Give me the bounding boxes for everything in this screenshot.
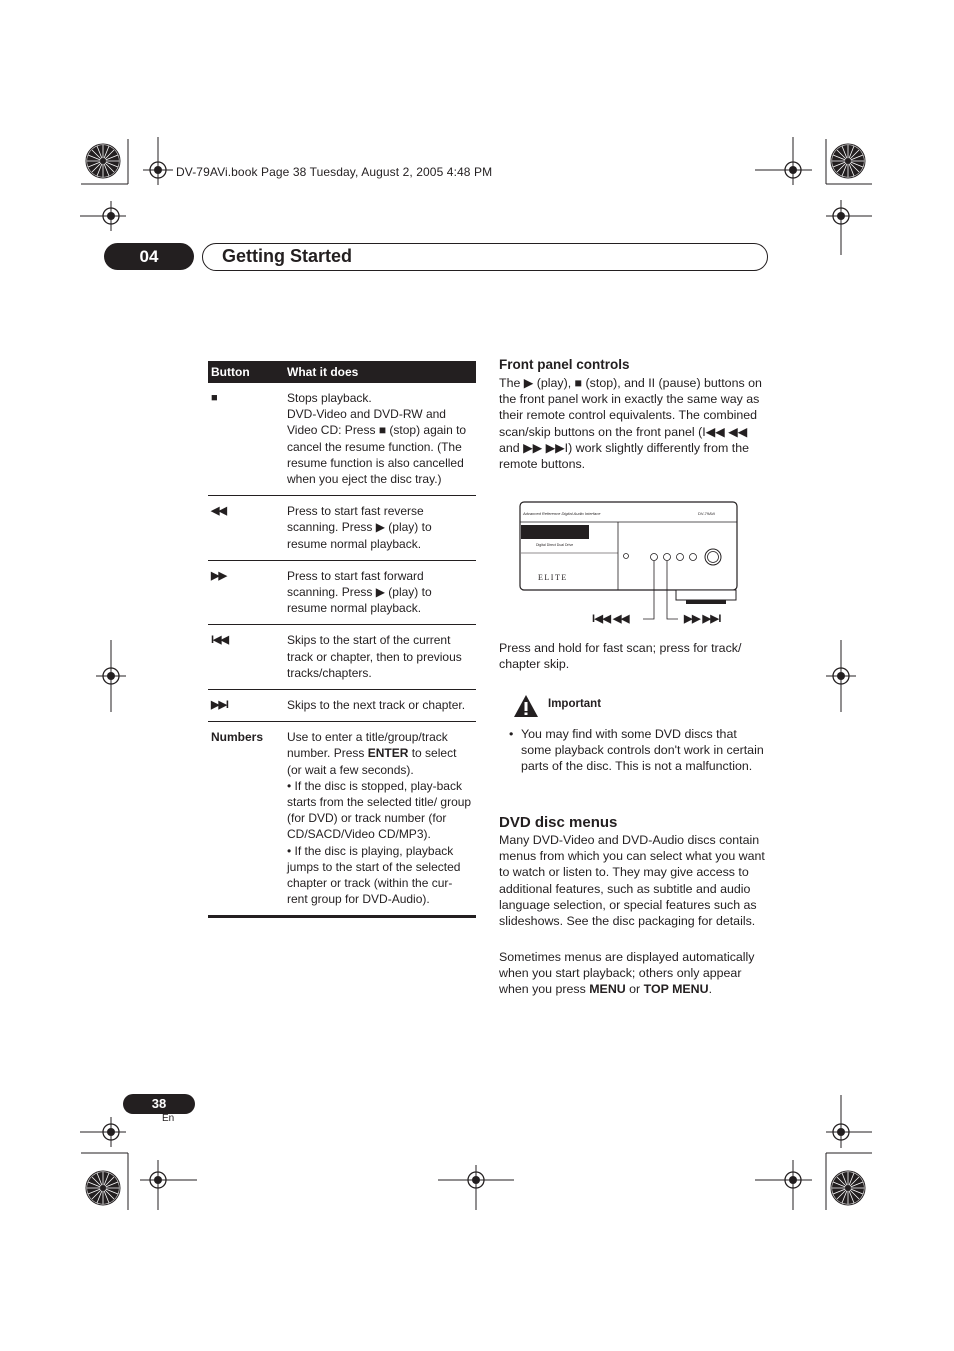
- p2-or: or: [625, 982, 644, 997]
- front-panel-heading: Front panel controls: [499, 357, 630, 372]
- button-fastforward-cell: ▶▶: [208, 560, 284, 625]
- top-menu-key-label: TOP MENU: [643, 982, 709, 997]
- description-cell: Skips to the next track or chapter.: [284, 690, 476, 722]
- device-model-text: DV-79AVi: [698, 511, 715, 516]
- dvd-menus-paragraph-1: Many DVD-Video and DVD-Audio discs contain menus from which you can select what you want to watch or listen to. They may give access to additional features, such as subtitle and audio language selection, or special features such as slideshows. See the disc packaging for details.: [499, 833, 765, 929]
- device-top-left-text: Advanced Reference Digital Audio Interface: [523, 511, 601, 516]
- registration-star-bottom-right-icon: [831, 1171, 865, 1205]
- numbers-text-b: to select (or wait a few seconds). • If the disc is stopped, play-back starts from the selected title/ group (for DVD) or track number (for CD/SACD/Video CD/MP3). • If the disc is playing, playback jumps to the start of the selected chapter or track (within the cur-rent group for DVD-Audio).: [287, 746, 472, 907]
- description-cell: Skips to the start of the current track or chapter, then to previous tracks/chapters.: [284, 625, 476, 690]
- bullet-icon: •: [509, 727, 514, 741]
- registration-star-top-left-icon: [86, 144, 120, 178]
- description-cell: Press to start fast reverse scanning. Press ▶ (play) to resume normal playback.: [284, 496, 476, 561]
- chapter-number: 04: [104, 243, 194, 270]
- warning-icon: [513, 694, 539, 718]
- important-bullet-text: You may find with some DVD discs that some playback controls don't work in certain parts of the disc. This is not a malfunction.: [521, 727, 764, 774]
- table-header-row: [208, 361, 476, 383]
- callout-label-left: I◀◀ ◀◀: [592, 613, 629, 625]
- dvd-player-illustration: [518, 500, 740, 630]
- menu-key-label: MENU: [589, 982, 626, 997]
- table-row: [208, 560, 476, 625]
- table-row: [208, 690, 476, 722]
- button-table: [208, 361, 476, 918]
- device-disc-text: Digital Direct Dual Drive: [536, 543, 574, 547]
- table-row: [208, 496, 476, 561]
- description-cell: [284, 722, 476, 917]
- table-header-button: Button: [208, 361, 284, 383]
- print-info: DV-79AVi.book Page 38 Tuesday, August 2, 2005 4:48 PM: [176, 165, 493, 179]
- important-bullet: [509, 726, 767, 775]
- button-stop-cell: ■: [208, 383, 284, 496]
- button-skip-back-cell: I◀◀: [208, 625, 284, 690]
- description-cell: Stops playback. DVD-Video and DVD-RW and Video CD: Press ■ (stop) again to cancel the resume function. (The resume function is also cancelled when you eject the disc tray.): [284, 383, 476, 496]
- button-numbers-cell: Numbers: [208, 722, 284, 917]
- front-panel-body: The ▶ (play), ■ (stop), and II (pause) buttons on the front panel work in exactly the same way as their remote control equivalents. The combined scan/skip buttons on the front panel (I◀◀ ◀◀ and ▶▶ ▶▶I) work slightly differently from the remote buttons.: [499, 376, 762, 472]
- dvd-menus-paragraph-2: [499, 949, 767, 998]
- dvd-menus-heading: DVD disc menus: [499, 814, 618, 831]
- player-display: [521, 525, 589, 539]
- registration-star-bottom-left-icon: [86, 1171, 120, 1205]
- important-label: Important: [548, 698, 602, 710]
- table-header-what: What it does: [284, 361, 476, 383]
- description-cell: Press to start fast forward scanning. Press ▶ (play) to resume normal playback.: [284, 560, 476, 625]
- numbers-text-a: Use to enter a title/group/track number. Press: [287, 730, 448, 761]
- p2-text-a: Sometimes menus are displayed automatically when you start playback; others only appear when you press: [499, 950, 755, 997]
- table-row: [208, 383, 476, 496]
- front-panel-caption: Press and hold for fast scan; press for track/ chapter skip.: [499, 641, 742, 672]
- button-rewind-cell: ◀◀: [208, 496, 284, 561]
- p2-end: .: [708, 982, 713, 997]
- device-brand: ELITE: [538, 573, 568, 582]
- language-code: En: [162, 1113, 175, 1124]
- enter-key-label: ENTER: [367, 746, 409, 761]
- page-number: 38: [123, 1094, 195, 1114]
- table-row: [208, 722, 476, 917]
- button-skip-forward-cell: ▶▶I: [208, 690, 284, 722]
- callout-label-right: ▶▶ ▶▶I: [684, 613, 721, 625]
- chapter-title: Getting Started: [222, 246, 353, 266]
- registration-star-top-right-icon: [831, 144, 865, 178]
- table-row: [208, 625, 476, 690]
